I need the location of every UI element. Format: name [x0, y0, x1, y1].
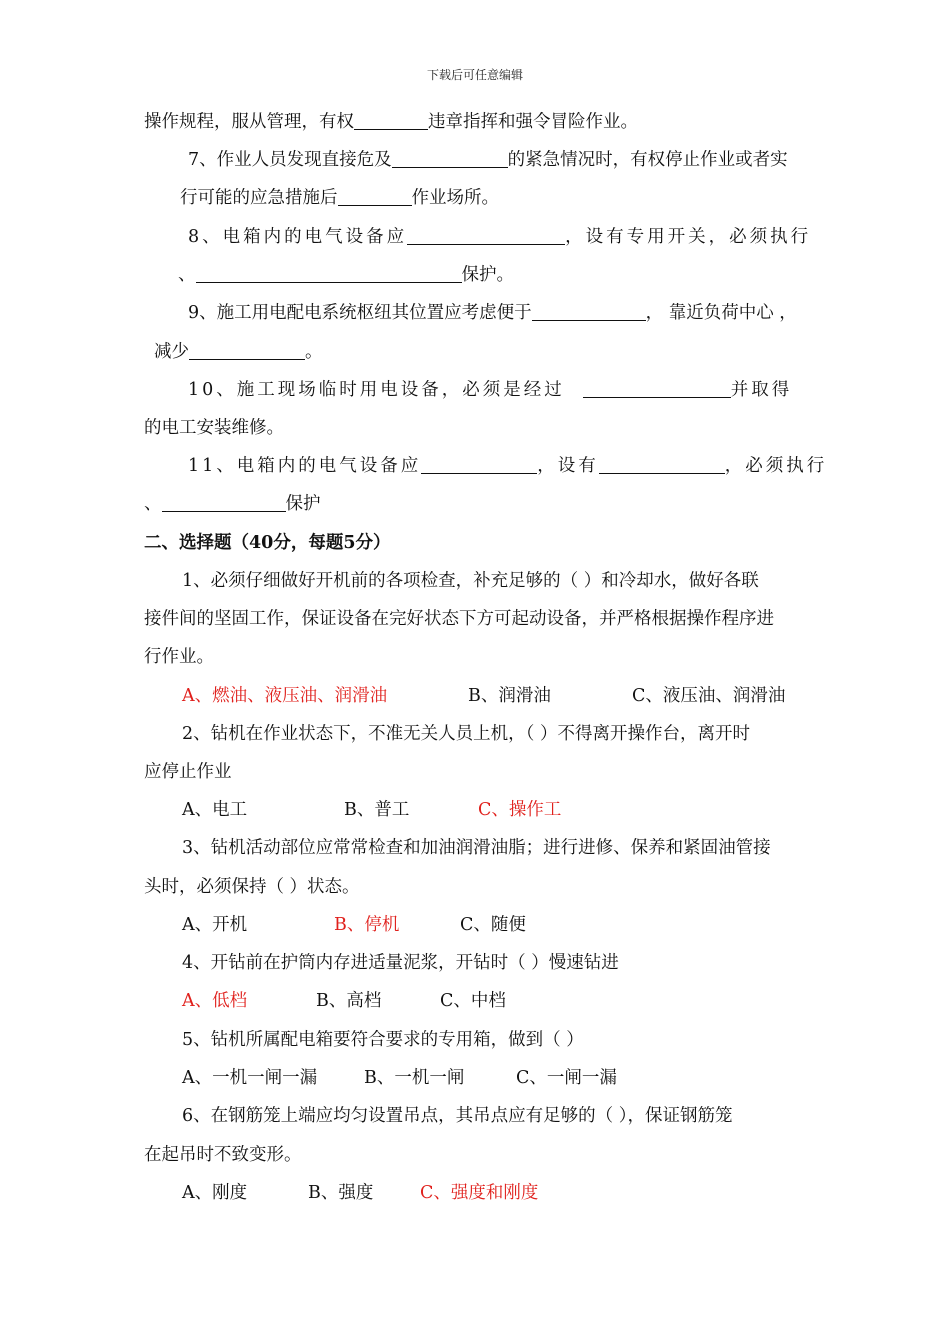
text: 9、施工用电配电系统枢纽其位置应考虑便于 [188, 303, 532, 323]
choice-q1-line-3: 行作业。 [144, 647, 214, 667]
text: 7、作业人员发现直接危及 [188, 150, 392, 170]
choice-q5-option-b: B、一机一闸 [364, 1068, 465, 1088]
text: 操作规程，服从管理，有权 [144, 112, 354, 132]
text: ， 靠近负荷中心 ， [645, 303, 797, 323]
blank [392, 149, 508, 168]
text: 保护 [285, 494, 321, 514]
text: 减少 [154, 342, 189, 362]
blank [532, 302, 646, 321]
blank [421, 455, 537, 474]
choice-q1-option-a: A、燃油、液压油、润滑油 [182, 686, 388, 706]
choice-q3-option-b: B、停机 [334, 915, 400, 935]
text: 的紧急情况时，有权停止作业或者实 [507, 150, 788, 170]
question-9-line-2 [154, 340, 323, 364]
choice-q1-option-b: B、润滑油 [468, 686, 551, 706]
text: ，设有专用开关，必须执行 [565, 227, 812, 247]
text: 作业场所。 [411, 188, 499, 208]
choice-q5-option-a: A、一机一闸一漏 [182, 1068, 318, 1088]
choice-q6-option-c: C、强度和刚度 [420, 1183, 539, 1203]
choice-q4-line-1: 4、开钻前在护筒内存进适量泥浆，开钻时（ ）慢速钻进 [182, 953, 619, 973]
choice-q1-line-1: 1、必须仔细做好开机前的各项检查，补充足够的（ ）和冷却水，做好各联 [182, 571, 759, 591]
choice-q5-option-c: C、一闸一漏 [516, 1068, 617, 1088]
blank [583, 379, 731, 398]
choice-q2-option-c: C、操作工 [478, 800, 562, 820]
choice-q6-option-b: B、强度 [308, 1183, 374, 1203]
text: 保护。 [461, 265, 514, 285]
page-header: 下载后可任意编辑 [426, 68, 523, 82]
section-heading: 二、选择题（40分，每题5分） [144, 533, 391, 553]
question-8-line-1 [188, 225, 811, 249]
text: 违章指挥和强令冒险作业。 [428, 112, 638, 132]
blank [338, 187, 412, 206]
text: 行可能的应急措施后 [180, 188, 338, 208]
question-7-line-2 [180, 186, 499, 210]
text: 8、电箱内的电气设备应 [188, 227, 408, 247]
text: 、 [144, 494, 162, 514]
text: ，必须执行 [724, 456, 828, 476]
choice-q4-option-c: C、中档 [440, 991, 506, 1011]
choice-q3-line-1: 3、钻机活动部位应常常检查和加油润滑油脂；进行进修、保养和紧固油管接 [182, 838, 771, 858]
text: 并取得 [730, 380, 793, 400]
question-6-continuation [144, 110, 638, 134]
choice-q1-line-2: 接件间的坚固工作，保证设备在完好状态下方可起动设备，并严格根据操作程序进 [144, 609, 774, 629]
question-11-line-1 [188, 454, 827, 478]
blank [599, 455, 725, 474]
question-10-line-1 [188, 378, 792, 402]
text: 11、电箱内的电气设备应 [188, 456, 422, 476]
choice-q5-line-1: 5、钻机所属配电箱要符合要求的专用箱，做到（ ） [182, 1030, 584, 1050]
choice-q6-line-1: 6、在钢筋笼上端应均匀设置吊点，其吊点应有足够的（ ），保证钢筋笼 [182, 1106, 733, 1126]
choice-q2-option-b: B、普工 [344, 800, 410, 820]
choice-q4-option-b: B、高档 [316, 991, 382, 1011]
choice-q4-option-a: A、低档 [182, 991, 248, 1011]
question-11-line-2 [144, 492, 321, 516]
choice-q2-option-a: A、电工 [182, 800, 248, 820]
question-9-line-1 [188, 301, 797, 325]
blank [162, 493, 286, 512]
blank [189, 341, 305, 360]
blank [196, 264, 462, 283]
blank [407, 226, 565, 245]
choice-q6-line-2: 在起吊时不致变形。 [144, 1145, 302, 1165]
choice-q1-option-c: C、液压油、润滑油 [632, 686, 786, 706]
text: ，设有 [537, 456, 599, 476]
question-10-line-2: 的电工安装维修。 [144, 418, 284, 438]
blank [354, 111, 428, 130]
choice-q3-option-a: A、开机 [182, 915, 248, 935]
question-8-line-2 [178, 263, 514, 287]
choice-q6-option-a: A、刚度 [182, 1183, 248, 1203]
choice-q2-line-1: 2、钻机在作业状态下，不准无关人员上机，（ ）不得离开操作台，离开时 [182, 724, 750, 744]
text: 10、施工现场临时用电设备，必须是经过 [188, 380, 565, 400]
choice-q3-option-c: C、随便 [460, 915, 526, 935]
choice-q2-line-2: 应停止作业 [144, 762, 232, 782]
text: 。 [305, 342, 323, 362]
question-7-line-1 [188, 148, 788, 172]
text: 、 [178, 265, 196, 285]
choice-q3-line-2: 头时，必须保持（ ）状态。 [144, 877, 360, 897]
